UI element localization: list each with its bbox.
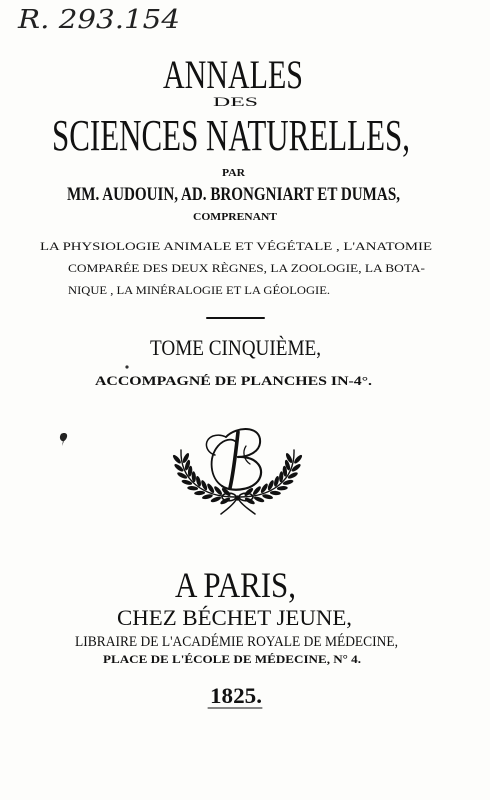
title-subject: SCIENCES NATURELLES, [52,111,410,160]
imprint-address: PLACE DE L'ÉCOLE DE MÉDECINE, N° 4. [103,652,361,666]
title-connector: DES [213,94,258,109]
contents-line: COMPARÉE DES DEUX RÈGNES, LA ZOOLOGIE, LA BOTA- [68,261,425,275]
authors-by: PAR [222,168,246,179]
contents-line: NIQUE , LA MINÉRALOGIE ET LA GÉOLOGIE. [68,283,330,297]
contents-intro: COMPRENANT [193,212,278,223]
imprint-city: A PARIS, [175,565,296,605]
authors-names: MM. AUDOUIN, AD. BRONGNIART ET DUMAS, [67,184,401,205]
volume-tome: TOME CINQUIÈME, [150,335,321,360]
imprint-publisher-title: LIBRAIRE DE L'ACADÉMIE ROYALE DE MÉDECINE, [75,634,435,650]
title-main: ANNALES [163,52,303,97]
contents-line: LA PHYSIOLOGIE ANIMALE ET VÉGÉTALE , L'ANATOMIE [40,239,433,253]
imprint-publisher: CHEZ BÉCHET JEUNE, [117,605,352,630]
shelf-mark: R. 293.154 [16,5,180,35]
volume-plates: ACCOMPAGNÉ DE PLANCHES IN-4°. [95,373,372,388]
imprint-year: 1825. [210,683,262,708]
ink-speck [125,365,128,368]
